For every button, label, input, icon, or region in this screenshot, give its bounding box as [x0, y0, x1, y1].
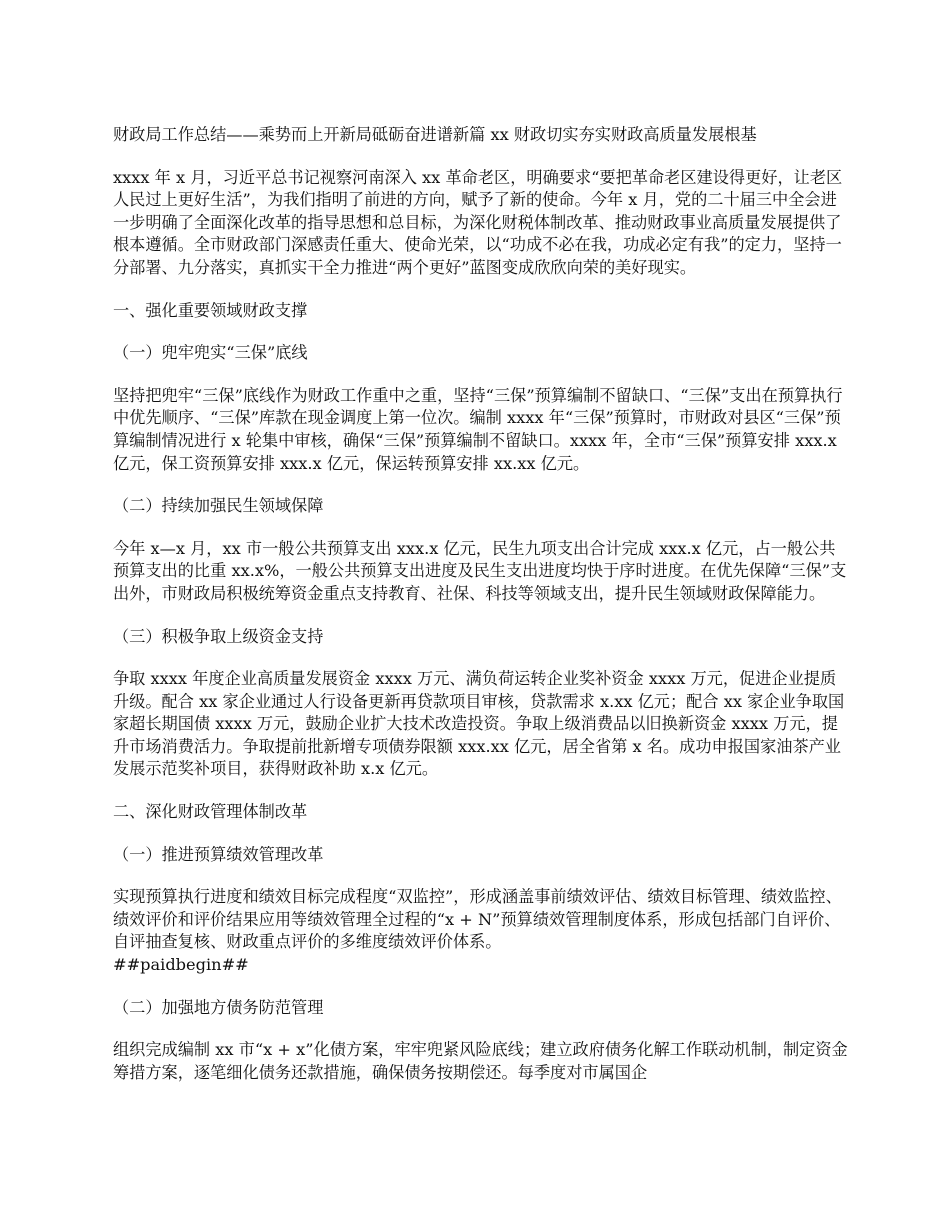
intro-paragraph: xxxx 年 x 月，习近平总书记视察河南深入 xx 革命老区，明确要求“要把革命老区建设得更好，让老区人民过上更好生活”，为我们指明了前进的方向，赋予了新的使命。今年 x 月，党的二十届三中全会进一步明确了全面深化改革的指导思想和总目标，为深化财税体制改革、推动财政事业高质量发展提供了根本遵循。全市财政部门深感责任重大、使命光荣，以“功成不必在我，功成必定有我”的定力，坚持一分部署、九分落实，真抓实干全力推进“两个更好”蓝图变成欣欣向荣的美好现实。	[113, 167, 843, 277]
section-1-2-paragraph: 今年 x—x 月，xx 市一般公共预算支出 xxx.x 亿元，民生九项支出合计完成 xxx.x 亿元，占一般公共预算支出的比重 xx.x%，一般公共预算支出进度及民生支出进度均快于序时进度。在优先保障“三保”支出外，市财政局积极统筹资金重点支持教育、社保、科技等领域支出，提升民生领域财政保障能力。	[113, 538, 847, 603]
section-1-heading: 一、强化重要领域财政支撑	[113, 300, 308, 320]
section-2-2-paragraph: 组织完成编制 xx 市“x + x”化债方案，牢牢兜紧风险底线；建立政府债务化解工作联动机制，制定资金筹措方案，逐笔细化债务还款措施，确保债务按期偿还。每季度对市属国企	[113, 1040, 848, 1082]
section-2-1-heading: （一）推进预算绩效管理改革	[113, 844, 324, 864]
section-1-1-paragraph: 坚持把兜牢“三保”底线作为财政工作重中之重，坚持“三保”预算编制不留缺口、“三保”支出在预算执行中优先顺序、“三保”库款在现金调度上第一位次。编制 xxxx 年“三保”预算时，市财政对县区“三保”预算编制情况进行 x 轮集中审核，确保“三保”预算编制不留缺口。xxxx 年，全市“三保”预算安排 xxx.x 亿元，保工资预算安排 xxx.x 亿元，保运转预算安排 xx.xx 亿元。	[113, 385, 843, 473]
section-1-2-heading: （二）持续加强民生领域保障	[113, 496, 324, 516]
section-2-heading: 二、深化财政管理体制改革	[113, 802, 308, 822]
section-2-2-heading: （二）加强地方债务防范管理	[113, 997, 324, 1017]
section-2-1-paragraph: 实现预算执行进度和绩效目标完成程度“双监控”，形成涵盖事前绩效评估、绩效目标管理、绩效监控、绩效评价和评价结果应用等绩效管理全过程的“x + N”预算绩效管理制度体系，形成包括部门自评价、自评抽查复核、财政重点评价的多维度绩效评价体系。	[113, 887, 842, 952]
section-1-3-paragraph: 争取 xxxx 年度企业高质量发展资金 xxxx 万元、满负荷运转企业奖补资金 xxxx 万元，促进企业提质升级。配合 xx 家企业通过人行设备更新再贷款项目审核，贷款需求 x.xx 亿元；配合 xx 家企业争取国家超长期国债 xxxx 万元，鼓励企业扩大技术改造投资。争取上级消费品以旧换新资金 xxxx 万元，提升市场消费活力。争取提前批新增专项债券限额 xxx.xx 亿元，居全省第 x 名。成功申报国家油茶产业发展示范奖补项目，获得财政补助 x.x 亿元。	[113, 669, 845, 779]
document-page	[113, 124, 848, 1104]
paid-marker: ##paidbegin##	[113, 955, 249, 975]
section-1-1-heading: （一）兜牢兜实“三保”底线	[113, 343, 308, 363]
document-title: 财政局工作总结——乘势而上开新局砥砺奋进谱新篇 xx 财政切实夯实财政高质量发展根基	[113, 125, 757, 144]
section-1-3-heading: （三）积极争取上级资金支持	[113, 626, 324, 646]
